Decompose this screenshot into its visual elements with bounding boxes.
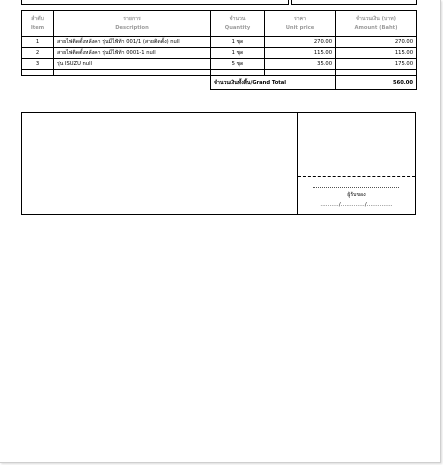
- cell-item: 2: [22, 48, 54, 59]
- cell-quantity: 1 ชุด: [211, 37, 265, 48]
- table-row: [22, 48, 417, 59]
- cell-quantity: 1 ชุด: [211, 48, 265, 59]
- signature-line: [313, 187, 399, 188]
- grand-total-label: จำนวนเงินทั้งสิ้น/Grand Total: [211, 76, 336, 90]
- table-row: [22, 37, 417, 48]
- cell-description: สายไฟติดตั้งหลังคา รุ่นมีไฟ้ท้า 0001-1 null: [54, 48, 211, 59]
- header-quantity: จำนวน Quantity: [211, 11, 265, 37]
- signature-dashed-rule: [298, 176, 415, 177]
- header-amount: จำนวนเงิน (บาท) Amount (Baht): [336, 11, 417, 37]
- cell-description: รุ่น ISUZU null: [54, 59, 211, 70]
- cell-item: 3: [22, 59, 54, 70]
- cell-item: 1: [22, 37, 54, 48]
- header-description: รายการ Description: [54, 11, 211, 37]
- items-table: [21, 10, 417, 90]
- cell-unit-price: 35.00: [265, 59, 336, 70]
- header-item: ลำดับ Item: [22, 11, 54, 37]
- cell-quantity: 5 ชุด: [211, 59, 265, 70]
- previous-section-border-right: [291, 0, 417, 5]
- signature-section: [21, 112, 416, 215]
- cell-amount: 115.00: [336, 48, 417, 59]
- previous-section-border-left: [21, 0, 289, 5]
- header-unit-price: ราคา Unit price: [265, 11, 336, 37]
- grand-total-row: [22, 76, 417, 90]
- receiver-label: ผู้รับของ: [347, 192, 366, 198]
- cell-unit-price: 270.00: [265, 37, 336, 48]
- cell-amount: 175.00: [336, 59, 417, 70]
- grand-total-value: 560.00: [336, 76, 417, 90]
- cell-amount: 270.00: [336, 37, 417, 48]
- table-row: [22, 59, 417, 70]
- cell-unit-price: 115.00: [265, 48, 336, 59]
- cell-description: สายไฟติดตั้งหลังคา รุ่นมีไฟ้ท้า 001/1 (สายติดตั้ง) null: [54, 37, 211, 48]
- table-header-row: [22, 11, 417, 37]
- receive-date-line: ........../............./..............: [320, 202, 393, 208]
